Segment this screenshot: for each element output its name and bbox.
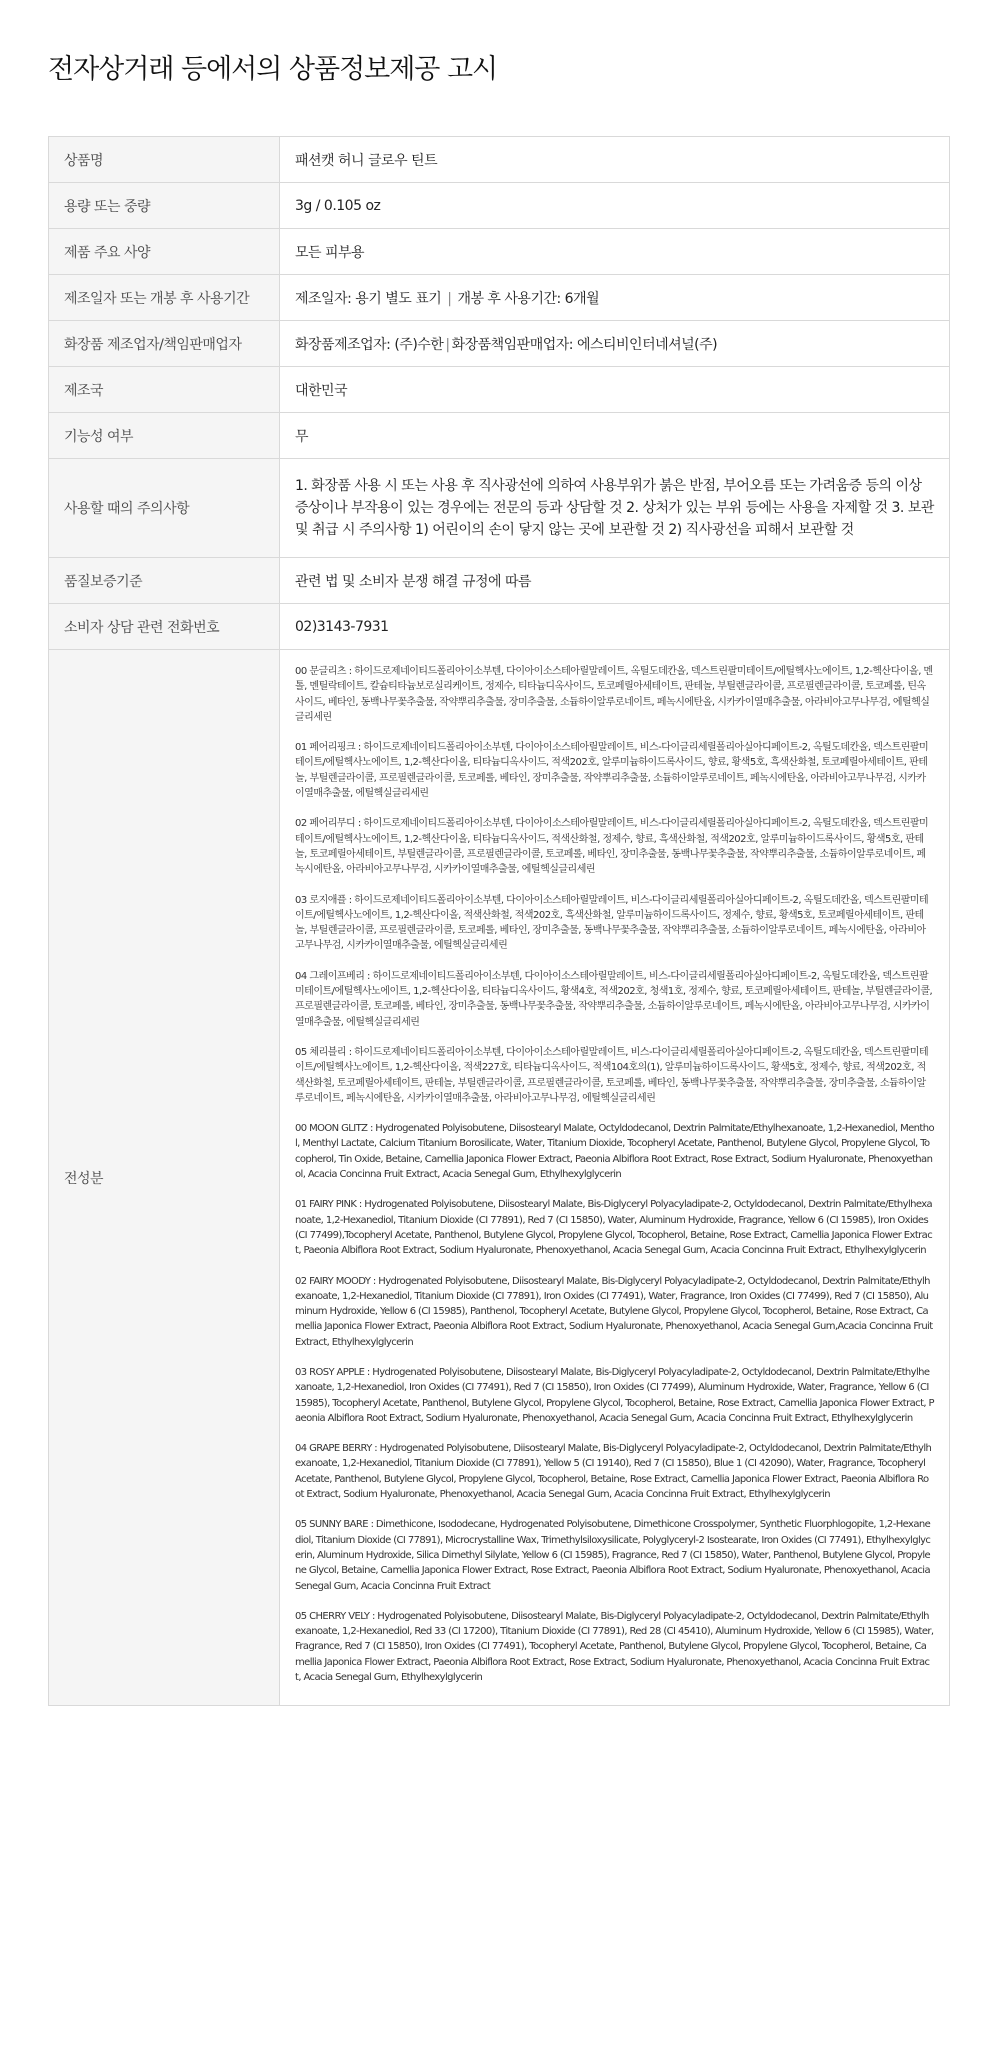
row-value: 3g / 0.105 oz — [280, 183, 950, 229]
row-label: 제품 주요 사양 — [49, 229, 280, 275]
ingredient-entry: 05 체리블리 : 하이드로제네이티드폴리아이소부텐, 다이아이소스테아릴말레이트, 비스-다이글리세릴폴리아실아디페이트-2, 옥틸도데칸올, 덱스트린팔미테이트/에틸헥사노에이트, 1,2-헥산다이올, 적색227호, 티타늄디옥사이드, 적색104호의(1), 알루미늄하이드록사이드, 황색5호, 정제수, 향료, 적색202호, 적색산화철, 토코페릴아세테이트, 판테놀, 부틸렌글라이콜, 프로필렌글라이콜, 토코페롤, 베타인, 동백나무꽃추출물, 작약뿌리추출물, 장미추출물, 소듐하이알루로네이트, 페녹시에탄올, 시카카이열매추출물, 아라비아고무나무검, 에틸헥실글리세린 — [295, 1046, 929, 1104]
separator: | — [443, 290, 456, 307]
ingredient-entry: 02 페어리무디 : 하이드로제네이티드폴리아이소부텐, 다이아이소스테아릴말레이트, 비스-다이글리세릴폴리아실아디페이트-2, 옥틸도데칸올, 덱스트린팔미테이트/에틸헥사노에이트, 1,2-헥산다이올, 티타늄디옥사이드, 적색산화철, 정제수, 향료, 흑색산화철, 적색202호, 알루미늄하이드록사이드, 황색5호, 판테놀, 토코페릴아세테이트, 부틸렌글라이콜, 프로필렌글라이콜, 토코페롤, 베타인, 장미추출물, 동백나무꽃추출물, 작약뿌리추출물, 소듐하이알루로네이트, 페녹시에탄올, 아라비아고무나무검, 시카카이열매추출물, 에틸헥실글리세린 — [295, 818, 929, 876]
table-row-quality — [49, 558, 950, 604]
row-label: 기능성 여부 — [49, 413, 280, 459]
row-label: 사용할 때의 주의사항 — [49, 459, 280, 558]
row-value: 모든 피부용 — [280, 229, 950, 275]
separator: | — [445, 336, 450, 353]
period-after-opening-text: 개봉 후 사용기간: 6개월 — [457, 290, 600, 307]
table-row-expiry — [49, 275, 950, 321]
row-value: 02)3143-7931 — [280, 604, 950, 650]
ingredients-list — [280, 650, 950, 1706]
ingredient-entry: 00 MOON GLITZ : Hydrogenated Polyisobutene, Diisostearyl Malate, Octyldodecanol, Dextrin Palmitate/Ethylhexanoate, 1,2-Hexanediol, Menthol, Menthyl Lactate, Calcium Titanium Borosilicate, Water, Titanium Dioxide, Tocopheryl Acetate, Panthenol, Butylene Glycol, Propylene Glycol, Tocopherol, Tin Oxide, Betaine, Camellia Japonica Flower Extract, Paeonia Albiflora Root Extract, Rose Extract, Sodium Hyaluronate, Phenoxyethanol, Acacia Concinna Fruit Extract, Acacia Senegal Gum, Ethylhexylglycerin — [295, 1123, 934, 1181]
ingredient-entry: 01 페어리핑크 : 하이드로제네이티드폴리아이소부텐, 다이아이소스테아릴말레이트, 비스-다이글리세릴폴리아실아디페이트-2, 옥틸도데칸올, 덱스트린팔미테이트/에틸헥사노에이트, 1,2-헥산다이올, 티타늄디옥사이드, 적색202호, 알루미늄하이드록사이드, 향료, 황색5호, 흑색산화철, 토코페릴아세테이트, 판테놀, 부틸렌글라이콜, 프로필렌글라이콜, 토코페롤, 베타인, 장미추출물, 작약뿌리추출물, 소듐하이알루로네이트, 페녹시에탄올, 아라비아고무나무검, 시카카이열매추출물, 에틸헥실글리세린 — [295, 742, 929, 800]
row-value: 무 — [280, 413, 950, 459]
row-value — [280, 275, 950, 321]
table-row-phone — [49, 604, 950, 650]
manufacturer-text: 화장품제조업자: (주)수한 — [295, 336, 444, 353]
ingredient-entry: 01 FAIRY PINK : Hydrogenated Polyisobutene, Diisostearyl Malate, Bis-Diglyceryl Polyacyladipate-2, Octyldodecanol, Dextrin Palmitate/Ethylhexanoate, 1,2-Hexanediol, Titanium Dioxide (CI 77891), Red 7 (CI 15850), Water, Aluminum Hydroxide, Fragrance, Yellow 6 (CI 15985), Iron Oxides (CI 77499),Tocopheryl Acetate, Panthenol, Butylene Glycol, Propylene Glycol, Tocopherol, Betaine, Rose Extract, Camellia Japonica Flower Extract, Paeonia Albiflora Root Extract, Sodium Hyaluronate, Phenoxyethanol, Acacia Senegal Gum, Acacia Concinna Fruit Extract, Ethylhexylglycerin — [295, 1199, 933, 1257]
table-row-volume — [49, 183, 950, 229]
row-value: 관련 법 및 소비자 분쟁 해결 규정에 따름 — [280, 558, 950, 604]
row-label: 제조일자 또는 개봉 후 사용기간 — [49, 275, 280, 321]
row-value: 패션캣 허니 글로우 틴트 — [280, 137, 950, 183]
table-row-ingredients — [49, 650, 950, 1706]
ingredient-entry: 04 그레이프베리 : 하이드로제네이티드폴리아이소부텐, 다이아이소스테아릴말레이트, 비스-다이글리세릴폴리아실아디페이트-2, 옥틸도데칸올, 덱스트린팔미테이트/에틸헥사노에이트, 1,2-헥산다이올, 티타늄디옥사이드, 황색4호, 적색202호, 청색1호, 정제수, 향료, 토코페릴아세테이트, 판테놀, 부틸렌글라이콜, 프로필렌글라이콜, 토코페롤, 베타인, 장미추출물, 동백나무꽃추출물, 작약뿌리추출물, 소듐하이알루로네이트, 페녹시에탄올, 아라비아고무나무검, 시카카이열매추출물, 에틸헥실글리세린 — [295, 970, 933, 1028]
row-label: 전성분 — [49, 650, 280, 1706]
table-row-functional — [49, 413, 950, 459]
row-label: 용량 또는 중량 — [49, 183, 280, 229]
row-value: 대한민국 — [280, 367, 950, 413]
ingredient-entry: 00 문글리츠 : 하이드로제네이티드폴리아이소부텐, 다이아이소스테아릴말레이트, 옥틸도데칸올, 덱스트린팔미테이트/에틸헥사노에이트, 1,2-헥산다이올, 멘톨, 멘틸락테이트, 칼슘티타늄보로실리케이트, 정제수, 티타늄디옥사이드, 토코페릴아세테이트, 판테놀, 부틸렌글라이콜, 프로필렌글라이콜, 토코페롤, 틴옥사이드, 베타인, 동백나무꽃추출물, 작약뿌리추출물, 장미추출물, 소듐하이알루로네이트, 페녹시에탄올, 시카카이열매추출물, 아라비아고무나무검, 에틸헥실글리세린 — [295, 666, 933, 723]
table-row-spec — [49, 229, 950, 275]
table-row-product-name — [49, 137, 950, 183]
ingredient-entry: 05 SUNNY BARE : Dimethicone, Isododecane, Hydrogenated Polyisobutene, Dimethicone Crosspolymer, Synthetic Fluorphlogopite, 1,2-Hexanediol, Titanium Dioxide (CI 77891), Microcrystalline Wax, Trimethylsiloxysilicate, Polyglyceryl-2 Isostearate, Iron Oxides (CI 77491), Ethylhexylglycerin, Aluminum Hydroxide, Silica Dimethyl Silylate, Yellow 6 (CI 15985), Fragrance, Red 7 (CI 15850), Water, Panthenol, Butylene Glycol, Propylene Glycol, Betaine, Camellia Japonica Flower Extract, Rose Extract, Paeonia Albiflora Root Extract, Sodium Hyaluronate, Phenoxyethanol, Acacia Senegal Gum, Acacia Concinna Fruit Extract — [295, 1519, 931, 1592]
ingredient-entry: 05 CHERRY VELY : Hydrogenated Polyisobutene, Diisostearyl Malate, Bis-Diglyceryl Polyacyladipate-2, Octyldodecanol, Dextrin Palmitate/Ethylhexanoate, 1,2-Hexanediol, Red 33 (CI 17200), Titanium Dioxide (CI 77891), Red 28 (CI 45410), Aluminum Hydroxide, Yellow 6 (CI 15985), Water, Fragrance, Red 7 (CI 15850), Iron Oxides (CI 77491), Tocopheryl Acetate, Panthenol, Butylene Glycol, Propylene Glycol, Tocopherol, Betaine, Camellia Japonica Flower Extract, Paeonia Albiflora Root Extract, Rose Extract, Sodium Hyaluronate, Phenoxyethanol, Acacia Concinna Fruit Extract, Acacia Senegal Gum, Ethylhexylglycerin — [295, 1610, 934, 1684]
row-value — [280, 321, 950, 367]
table-row-country — [49, 367, 950, 413]
page-title: 전자상거래 등에서의 상품정보제공 고시 — [48, 54, 498, 85]
ingredient-entry: 04 GRAPE BERRY : Hydrogenated Polyisobutene, Diisostearyl Malate, Bis-Diglyceryl Polyacyladipate-2, Octyldodecanol, Dextrin Palmitate/Ethylhexanoate, 1,2-Hexanediol, Titanium Dioxide (CI 77891), Yellow 5 (CI 19140), Red 7 (CI 15850), Blue 1 (CI 42090), Water, Fragrance, Tocopheryl Acetate, Panthenol, Butylene Glycol, Propylene Glycol, Tocopherol, Betaine, Rose Extract, Camellia Japonica Flower Extract, Paeonia Albiflora Root Extract, Sodium Hyaluronate, Phenoxyethanol, Acacia Senegal Gum, Acacia Concinna Fruit Extract, Ethylhexylglycerin — [295, 1443, 932, 1501]
manufacture-date-text: 제조일자: 용기 별도 표기 — [295, 290, 442, 307]
row-label: 상품명 — [49, 137, 280, 183]
ingredient-entry: 03 ROSY APPLE : Hydrogenated Polyisobutene, Diisostearyl Malate, Bis-Diglyceryl Polyacyladipate-2, Octyldodecanol, Dextrin Palmitate/Ethylhexanoate, 1,2-Hexanediol, Iron Oxides (CI 77491), Red 7 (CI 15850), Iron Oxides (CI 77499), Aluminum Hydroxide, Water, Fragrance, Yellow 6 (CI 15985), Tocopheryl Acetate, Panthenol, Butylene Glycol, Propylene Glycol, Tocopherol, Betaine, Rose Extract, Camellia Japonica Flower Extract, Paeonia Albiflora Root Extract, Sodium Hyaluronate, Phenoxyethanol, Acacia Senegal Gum, Acacia Concinna Fruit Extract, Ethylhexylglycerin — [295, 1366, 934, 1424]
row-label: 화장품 제조업자/책임판매업자 — [49, 321, 280, 367]
distributor-text: 화장품책임판매업자: 에스티비인터네셔널(주) — [451, 336, 718, 353]
ingredient-entry: 02 FAIRY MOODY : Hydrogenated Polyisobutene, Diisostearyl Malate, Bis-Diglyceryl Polyacyladipate-2, Octyldodecanol, Dextrin Palmitate/Ethylhexanoate, 1,2-Hexanediol, Titanium Dioxide (CI 77891), Iron Oxides (CI 77491), Water, Fragrance, Iron Oxides (CI 77499), Red 7 (CI 15850), Aluminum Hydroxide, Yellow 6 (CI 15985), Panthenol, Tocopheryl Acetate, Butylene Glycol, Propylene Glycol, Tocopherol, Betaine, Rose Extract, Camellia Japonica Flower Extract, Paeonia Albiflora Root Extract, Sodium Hyaluronate, Phenoxyethanol, Acacia Senegal Gum,Acacia Concinna Fruit Extract, Ethylhexylglycerin — [295, 1275, 933, 1348]
row-label: 제조국 — [49, 367, 280, 413]
product-info-table — [48, 136, 950, 1706]
row-label: 품질보증기준 — [49, 558, 280, 604]
table-row-manufacturer — [49, 321, 950, 367]
ingredient-entry: 03 로지애플 : 하이드로제네이티드폴리아이소부텐, 다이아이소스테아릴말레이트, 비스-다이글리세릴폴리아실아디페이트-2, 옥틸도데칸올, 덱스트린팔미테이트/에틸헥사노에이트, 1,2-헥산다이올, 적색산화철, 적색202호, 흑색산화철, 알루미늄하이드록사이드, 정제수, 향료, 황색5호, 토코페릴아세테이트, 판테놀, 부틸렌글라이콜, 프로필렌글라이콜, 토코페롤, 베타인, 장미추출물, 동백나무꽃추출물, 작약뿌리추출물, 소듐하이알루로네이트, 페녹시에탄올, 아라비아고무나무검, 시카카이열매추출물, 에틸헥실글리세린 — [295, 894, 929, 952]
row-label: 소비자 상담 관련 전화번호 — [49, 604, 280, 650]
table-row-caution — [49, 459, 950, 558]
row-value: 1. 화장품 사용 시 또는 사용 후 직사광선에 의하여 사용부위가 붉은 반점, 부어오름 또는 가려움증 등의 이상 증상이나 부작용이 있는 경우에는 전문의 등과 상담할 것 2. 상처가 있는 부위 등에는 사용을 자제할 것 3. 보관 및 취급 시 주의사항 1) 어린이의 손이 닿지 않는 곳에 보관할 것 2) 직사광선을 피해서 보관할 것 — [280, 459, 950, 558]
